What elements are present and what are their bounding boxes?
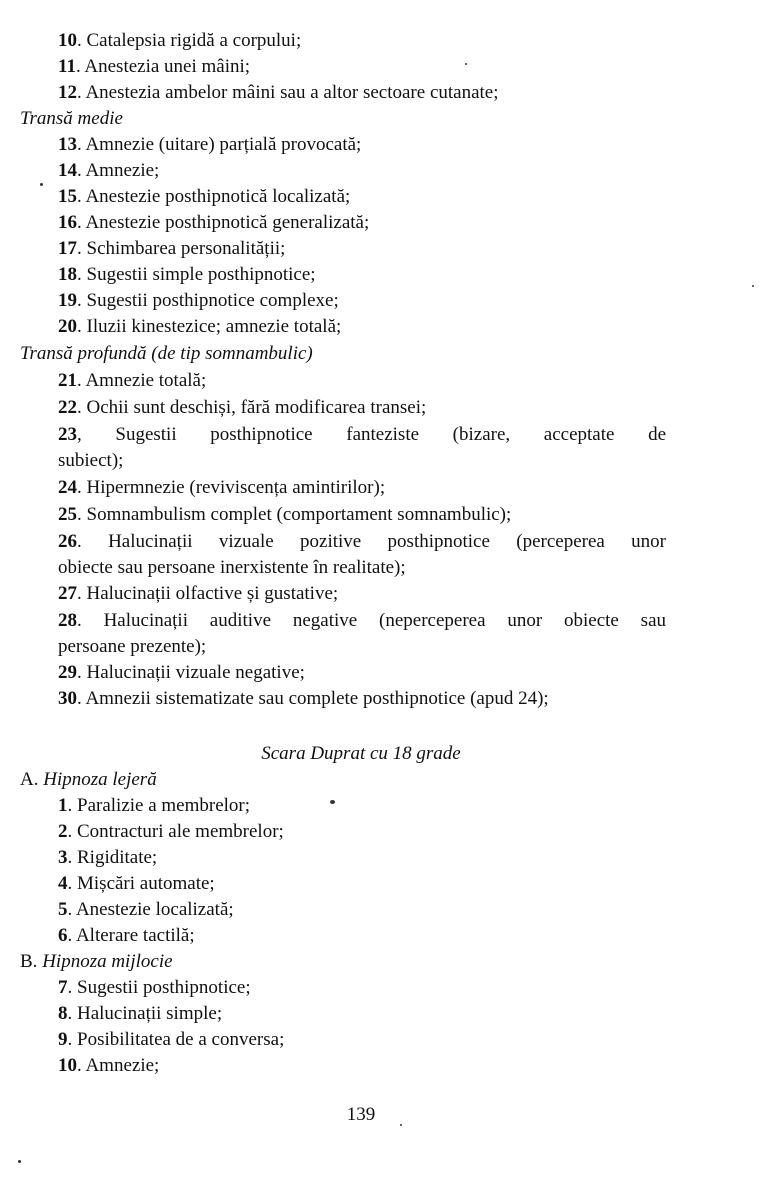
- list-item-continuation: subiect);: [58, 450, 124, 471]
- list-item: 14. Amnezie;: [58, 160, 160, 181]
- list-item-continuation: persoane prezente);: [58, 636, 207, 657]
- list-item: 4. Mișcări automate;: [58, 873, 215, 894]
- list-item: 12. Anestezia ambelor mâini sau a altor sectoare cutanate;: [58, 82, 499, 103]
- list-item: 3. Rigiditate;: [58, 847, 158, 868]
- list-item: 19. Sugestii posthipnotice complexe;: [58, 290, 339, 311]
- scan-speck: [330, 800, 335, 804]
- list-item: 24. Hipermnezie (reviviscența amintirilor);: [58, 477, 386, 498]
- list-item: 1. Paralizie a membrelor;: [58, 795, 251, 816]
- list-item: 9. Posibilitatea de a conversa;: [58, 1029, 285, 1050]
- list-item: 2. Contracturi ale membrelor;: [58, 821, 284, 842]
- scan-speck: [18, 1160, 21, 1163]
- list-item: 10. Catalepsia rigidă a corpului;: [58, 30, 302, 51]
- list-item: 22. Ochii sunt deschiși, fără modificarea transei;: [58, 397, 427, 418]
- group-heading-a: A. Hipnoza lejeră: [20, 769, 157, 790]
- list-item: 13. Amnezie (uitare) parțială provocată;: [58, 134, 362, 155]
- list-item: 6. Alterare tactilă;: [58, 925, 195, 946]
- scan-speck: [465, 63, 467, 65]
- list-item: 30. Amnezii sistematizate sau complete posthipnotice (apud 24);: [58, 688, 549, 709]
- section-heading-medium: Transă medie: [20, 108, 123, 129]
- list-item: 7. Sugestii posthipnotice;: [58, 977, 251, 998]
- list-item: 23, Sugestii posthipnotice fanteziste (bizare, acceptate de: [58, 424, 666, 445]
- list-item: 18. Sugestii simple posthipnotice;: [58, 264, 316, 285]
- section-heading-deep: Transă profundă (de tip somnambulic): [20, 343, 313, 364]
- list-item: 25. Somnambulism complet (comportament somnambulic);: [58, 504, 512, 525]
- scan-speck: [40, 183, 43, 186]
- list-item: 27. Halucinații olfactive și gustative;: [58, 583, 339, 604]
- list-item: 5. Anestezie localizată;: [58, 899, 234, 920]
- list-item: 17. Schimbarea personalității;: [58, 238, 286, 259]
- list-item: 28. Halucinații auditive negative (neperceperea unor obiecte sau: [58, 610, 666, 631]
- scale-title: Scara Duprat cu 18 grade: [261, 743, 461, 764]
- list-item: 29. Halucinații vizuale negative;: [58, 662, 305, 683]
- list-item: 26. Halucinații vizuale pozitive posthipnotice (perceperea unor: [58, 531, 666, 552]
- list-item: 15. Anestezie posthipnotică localizată;: [58, 186, 351, 207]
- page-number: 139: [346, 1104, 376, 1125]
- list-item-continuation: obiecte sau persoane inerxistente în realitate);: [58, 557, 406, 578]
- group-heading-b: B. Hipnoza mijlocie: [20, 951, 173, 972]
- list-item: 16. Anestezie posthipnotică generalizată;: [58, 212, 370, 233]
- list-item: 10. Amnezie;: [58, 1055, 160, 1076]
- list-item: 8. Halucinații simple;: [58, 1003, 223, 1024]
- list-item: 21. Amnezie totală;: [58, 370, 207, 391]
- list-item: 20. Iluzii kinestezice; amnezie totală;: [58, 316, 342, 337]
- list-item: 11. Anestezia unei mâini;: [58, 56, 251, 77]
- scan-speck: [400, 1124, 402, 1126]
- scan-speck: [752, 285, 754, 287]
